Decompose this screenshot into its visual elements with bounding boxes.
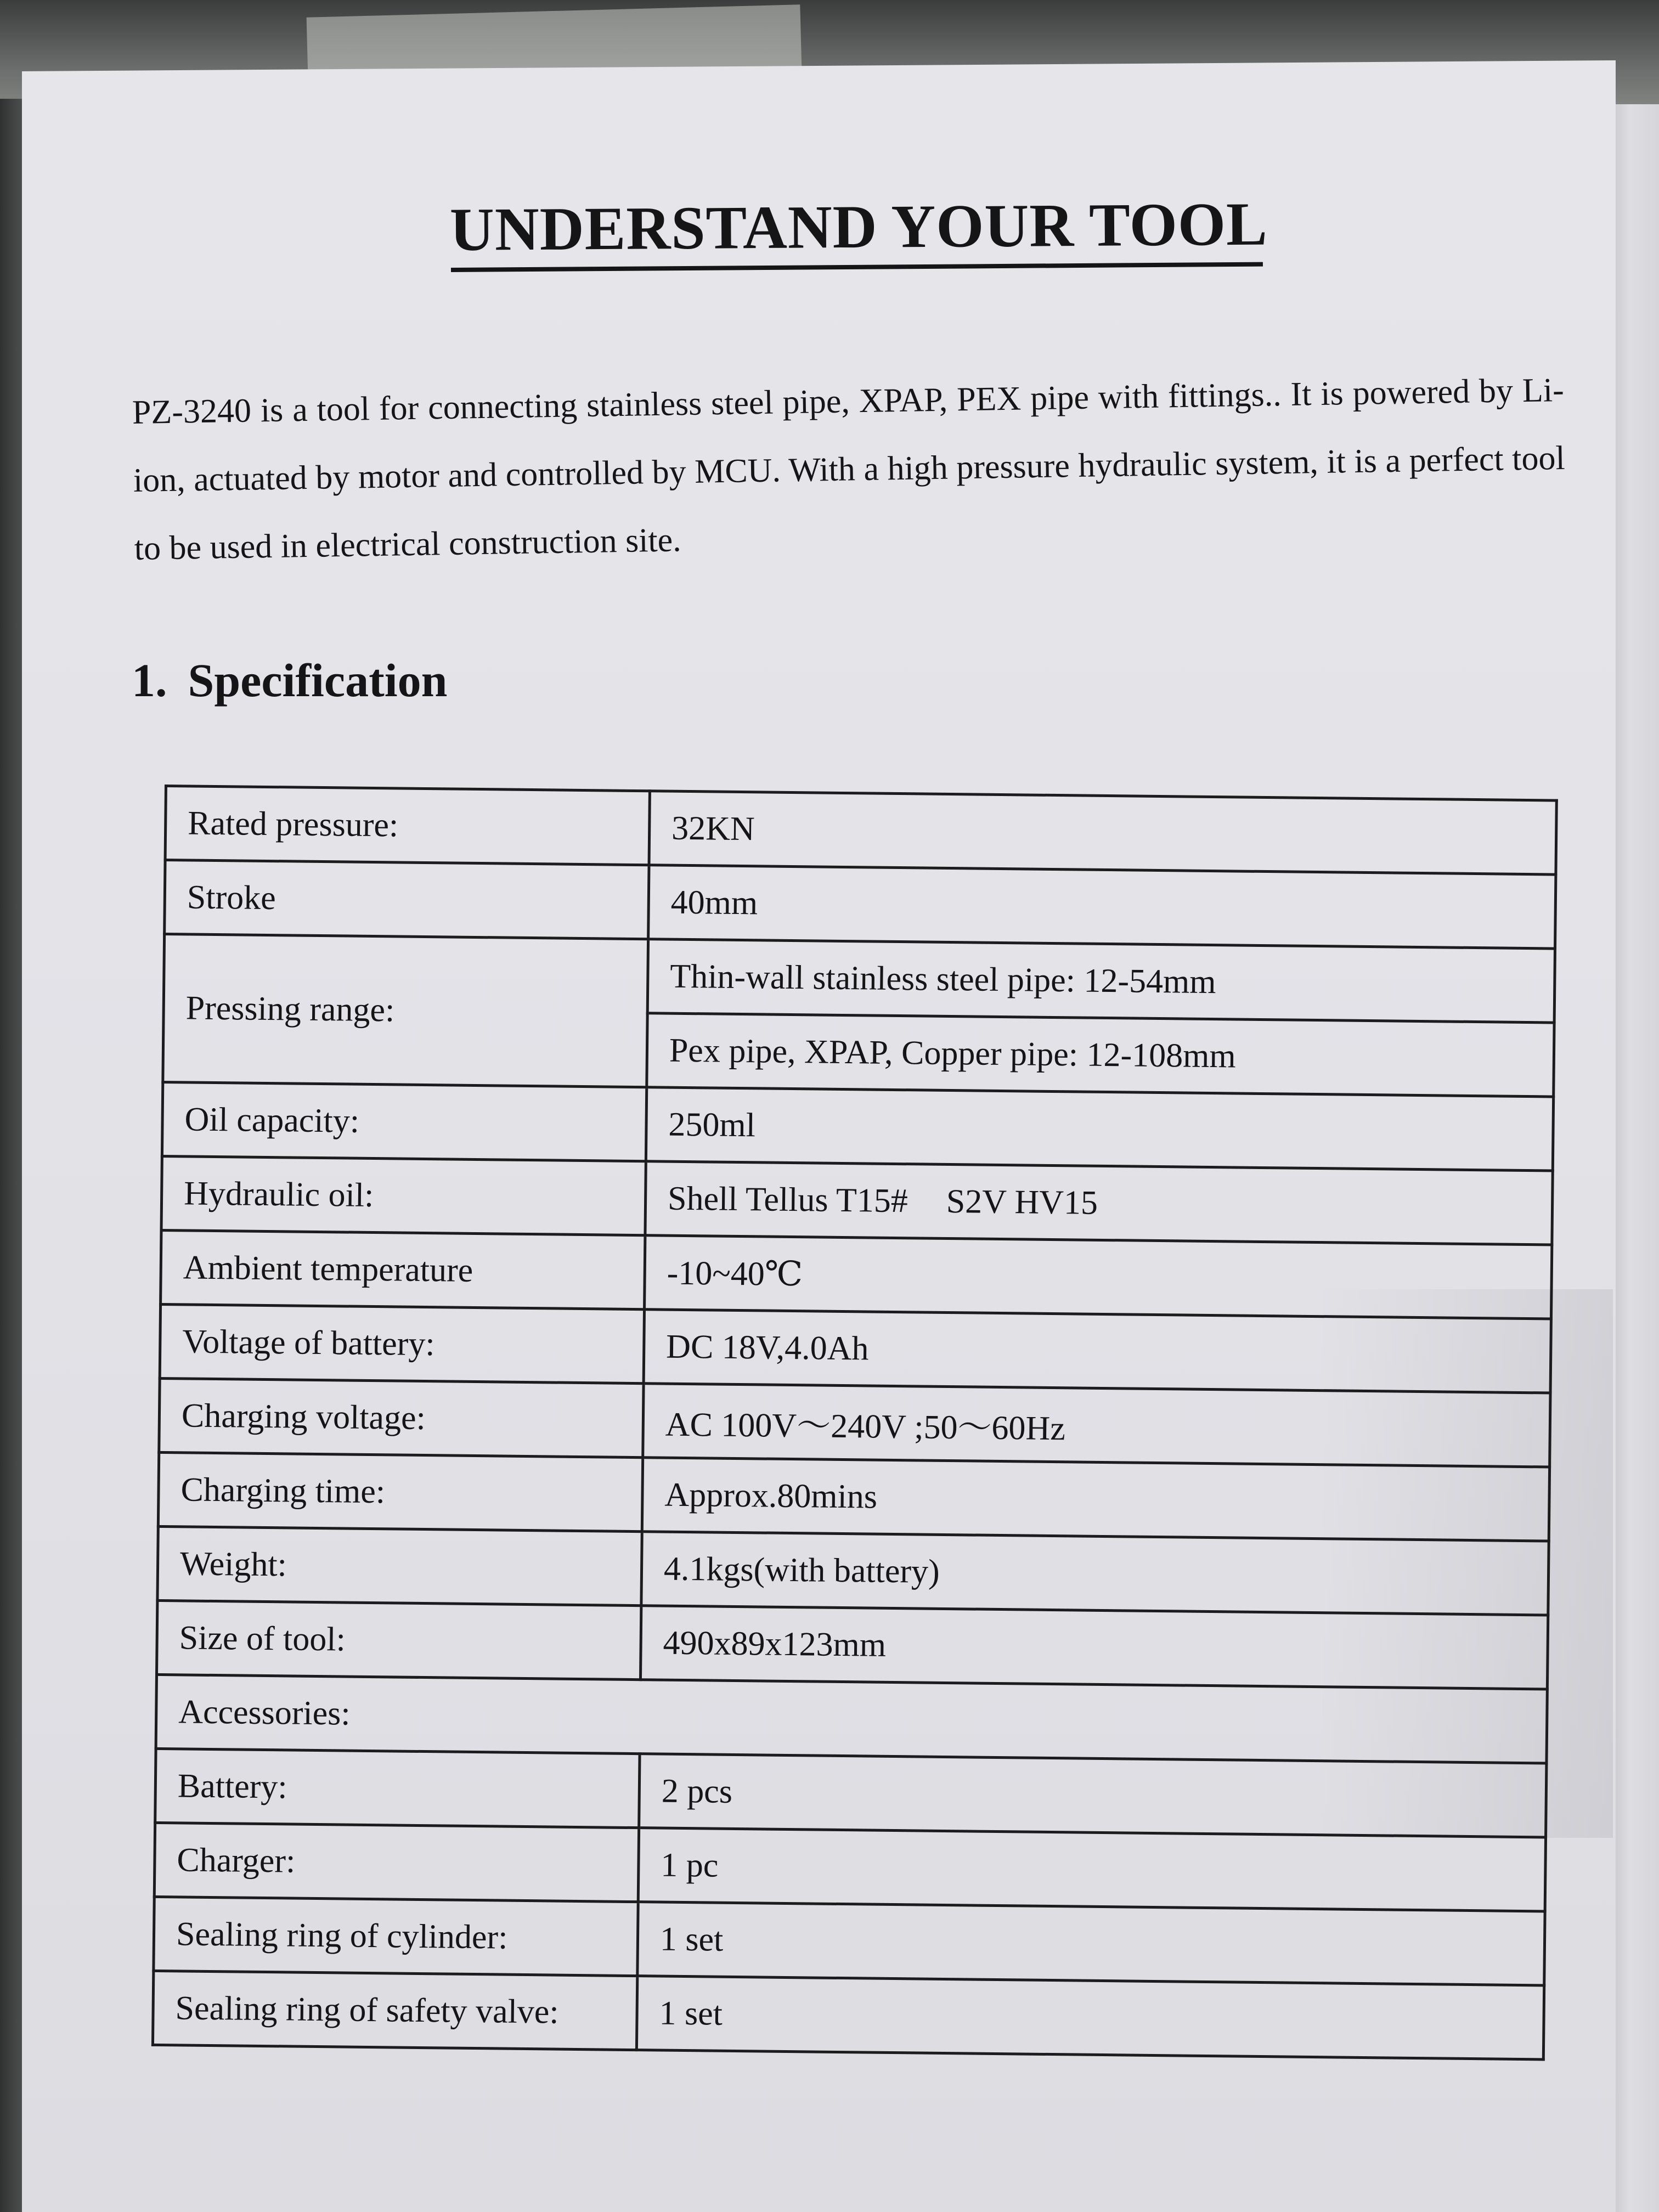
spec-label: Weight: — [157, 1526, 642, 1605]
table-row — [154, 1822, 1545, 1911]
spec-value: 32KN — [649, 791, 1556, 874]
section-heading — [132, 653, 447, 708]
spec-value: 40mm — [648, 865, 1556, 949]
table-row — [165, 786, 1556, 875]
intro-paragraph: PZ-3240 is a tool for connecting stainless steel pipe, XPAP, PEX pipe with fittings.. It is powered by Li-ion, actuated by motor and controlled by MCU. With a high pressure hydraulic system, it is a perfect tool to be used in electrical construction site. — [132, 371, 1566, 567]
table-row — [162, 1082, 1553, 1171]
spec-label: Voltage of battery: — [160, 1304, 644, 1383]
accessories-header: Accessories: — [156, 1674, 1547, 1763]
spec-value: Pex pipe, XPAP, Copper pipe: 12-108mm — [647, 1013, 1554, 1097]
spec-label: Battery: — [155, 1748, 640, 1827]
spec-label: Size of tool: — [157, 1600, 641, 1679]
spec-value: 490x89x123mm — [640, 1606, 1548, 1689]
spec-value: Thin-wall stainless steel pipe: 12-54mm — [647, 939, 1555, 1023]
section-number: 1. — [132, 654, 167, 707]
spec-value: AC 100V～240V ;50～60Hz — [643, 1384, 1550, 1467]
spec-value-part: Shell Tellus T15# — [667, 1180, 909, 1220]
spec-value: Approx.80mins — [642, 1458, 1549, 1541]
spec-label: Sealing ring of cylinder: — [154, 1897, 638, 1976]
table-row — [160, 1304, 1551, 1393]
spec-label: Ambient temperature — [161, 1230, 645, 1309]
table-row — [163, 934, 1555, 1023]
spec-value: 1 pc — [638, 1828, 1545, 1911]
spec-value: 1 set — [637, 1902, 1545, 1985]
table-row — [157, 1600, 1548, 1689]
spec-value — [645, 1161, 1553, 1245]
spec-value: 2 pcs — [639, 1754, 1547, 1837]
spec-label: Hydraulic oil: — [161, 1156, 646, 1235]
spec-label: Sealing ring of safety valve: — [153, 1971, 637, 2050]
table-row — [155, 1748, 1547, 1837]
section-title: Specification — [188, 654, 448, 707]
spec-value: DC 18V,4.0Ah — [644, 1310, 1551, 1393]
spec-value: 1 set — [636, 1976, 1544, 2059]
spec-value-part: S2V HV15 — [946, 1182, 1098, 1222]
table-row — [161, 1230, 1552, 1319]
spec-label: Pressing range: — [163, 934, 648, 1087]
spec-label: Stroke — [165, 860, 649, 939]
table-row — [165, 860, 1556, 949]
spec-label: Charger: — [154, 1822, 639, 1901]
spec-label: Charging voltage: — [159, 1378, 644, 1457]
page-title: UNDERSTAND YOUR TOOL — [449, 190, 1268, 264]
spec-label: Charging time: — [158, 1452, 642, 1531]
spec-table — [151, 785, 1558, 2061]
table-row — [159, 1378, 1550, 1467]
spec-label: Oil capacity: — [162, 1082, 646, 1161]
table-row — [158, 1452, 1549, 1541]
spec-label: Rated pressure: — [165, 786, 650, 865]
table-row — [154, 1897, 1545, 1985]
spec-value: -10~40℃ — [644, 1235, 1551, 1319]
table-row — [157, 1526, 1549, 1615]
table-row — [161, 1156, 1553, 1245]
table-row — [153, 1971, 1544, 2059]
spec-value: 4.1kgs(with battery) — [641, 1532, 1549, 1615]
spec-value: 250ml — [646, 1087, 1553, 1171]
table-row — [156, 1674, 1547, 1763]
